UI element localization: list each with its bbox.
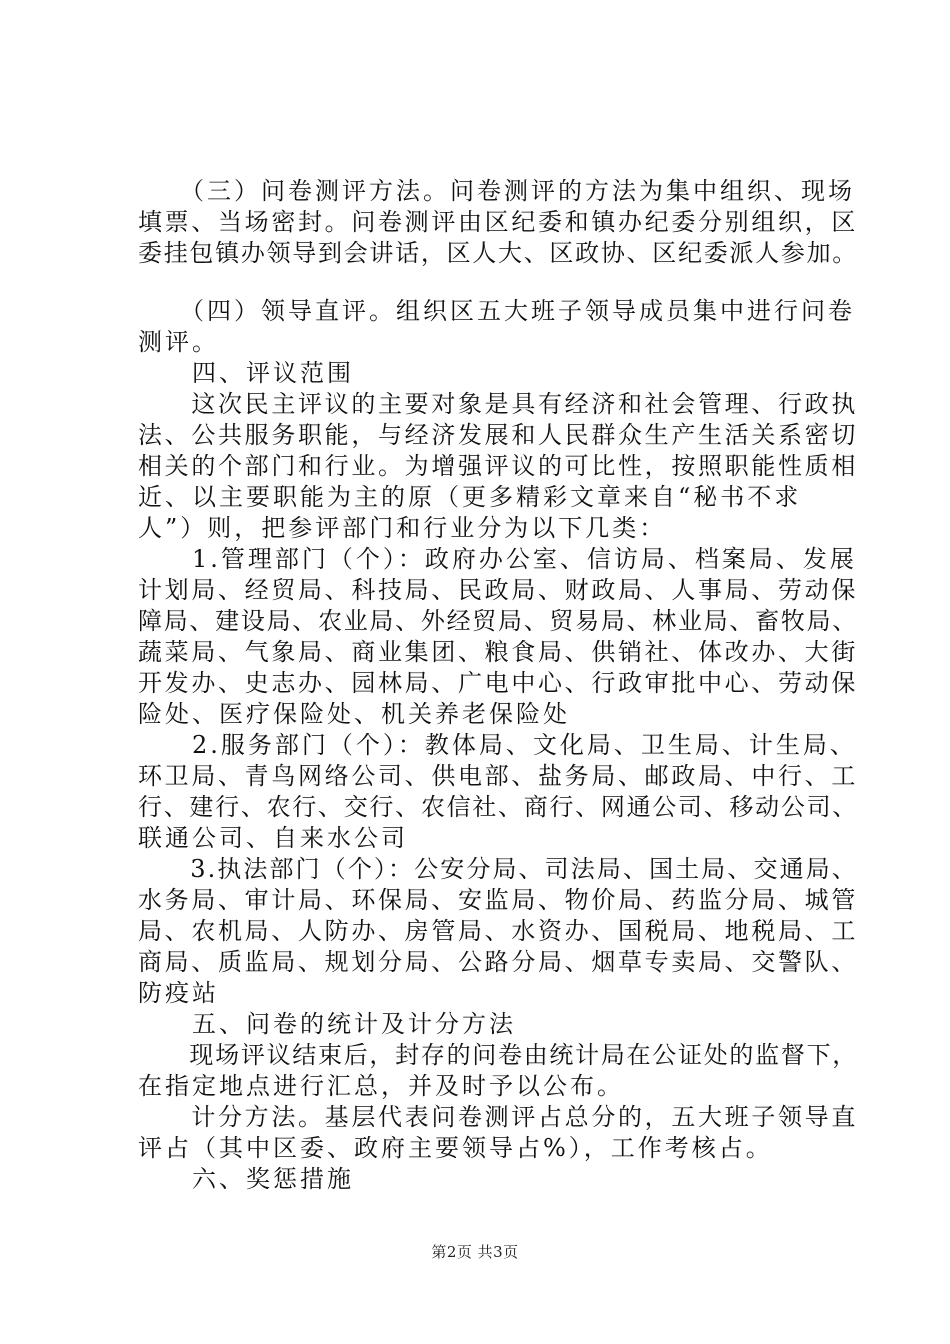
text-line: 防疫站	[138, 979, 219, 1007]
list-item-enforcement-departments	[138, 854, 858, 1009]
text-line: 这次民主评议的主要对象是具有经济和社会管理、行政执	[138, 390, 858, 418]
text-line: 局、农机局、人防办、房管局、水资办、国税局、地税局、工	[138, 917, 858, 945]
text-line: 委挂包镇办领导到会讲话，区人大、区政协、区纪委派人参加。	[138, 239, 858, 267]
heading-review-scope	[138, 358, 858, 389]
section-heading: 五、问卷的统计及计分方法	[138, 1010, 516, 1038]
section-heading: 四、评议范围	[138, 359, 354, 387]
text-line: 相关的个部门和行业。为增强评议的可比性，按照职能性质相	[138, 452, 858, 480]
text-line: 商局、质监局、规划分局、公路分局、烟草专卖局、交警队、	[138, 948, 858, 976]
page-footer	[0, 1242, 950, 1262]
document-body	[138, 176, 858, 1195]
text-line: 现场评议结束后，封存的问卷由统计局在公证处的监督下，	[138, 1041, 858, 1069]
text-line: 人”）则，把参评部门和行业分为以下几类：	[138, 514, 667, 542]
text-line: （四）领导直评。组织区五大班子领导成员集中进行问卷	[138, 297, 855, 325]
paragraph-review-targets	[138, 389, 858, 544]
text-line: 2.服务部门（个）：教体局、文化局、卫生局、计生局、	[138, 731, 857, 759]
text-line: 险处、医疗保险处、机关养老保险处	[138, 700, 570, 728]
text-line: 1.管理部门（个）：政府办公室、信访局、档案局、发展	[138, 545, 857, 573]
page-number-label: 第2页 共3页	[431, 1243, 519, 1261]
text-line: 计划局、经贸局、科技局、民政局、财政局、人事局、劳动保	[138, 576, 858, 604]
text-line: 在指定地点进行汇总，并及时予以公布。	[138, 1072, 624, 1100]
text-line: 水务局、审计局、环保局、安监局、物价局、药监分局、城管	[138, 886, 858, 914]
list-item-management-departments	[138, 544, 858, 730]
text-line: 开发办、史志办、园林局、广电中心、行政审批中心、劳动保	[138, 669, 858, 697]
text-line: 蔬菜局、气象局、商业集团、粮食局、供销社、体改办、大街	[138, 638, 858, 666]
heading-rewards-penalties	[138, 1164, 858, 1195]
text-line: 法、公共服务职能，与经济发展和人民群众生产生活关系密切	[138, 421, 858, 449]
text-line: 填票、当场密封。问卷测评由区纪委和镇办纪委分别组织，区	[138, 208, 858, 236]
text-line: （三）问卷测评方法。问卷测评的方法为集中组织、现场	[138, 177, 855, 205]
paragraph-gap	[138, 269, 858, 296]
section-heading: 六、奖惩措施	[138, 1165, 354, 1193]
text-line: 近、以主要职能为主的原（更多精彩文章来自“秘书不求	[138, 483, 802, 511]
text-line: 环卫局、青鸟网络公司、供电部、盐务局、邮政局、中行、工	[138, 762, 858, 790]
paragraph-scoring-method	[138, 1102, 858, 1164]
paragraph-leader-review	[138, 296, 858, 358]
text-line: 测评。	[138, 328, 219, 356]
text-line: 评占（其中区委、政府主要领导占%），工作考核占。	[138, 1134, 773, 1162]
text-line: 障局、建设局、农业局、外经贸局、贸易局、林业局、畜牧局、	[138, 607, 858, 635]
paragraph-statistics	[138, 1040, 858, 1102]
paragraph-survey-method	[138, 176, 858, 269]
text-line: 3.执法部门（个）：公安分局、司法局、国土局、交通局、	[138, 855, 858, 883]
text-line: 联通公司、自来水公司	[138, 824, 408, 852]
text-line: 计分方法。基层代表问卷测评占总分的，五大班子领导直	[138, 1103, 858, 1131]
heading-statistics-scoring	[138, 1009, 858, 1040]
list-item-service-departments	[138, 730, 858, 854]
text-line: 行、建行、农行、交行、农信社、商行、网通公司、移动公司、	[138, 793, 858, 821]
